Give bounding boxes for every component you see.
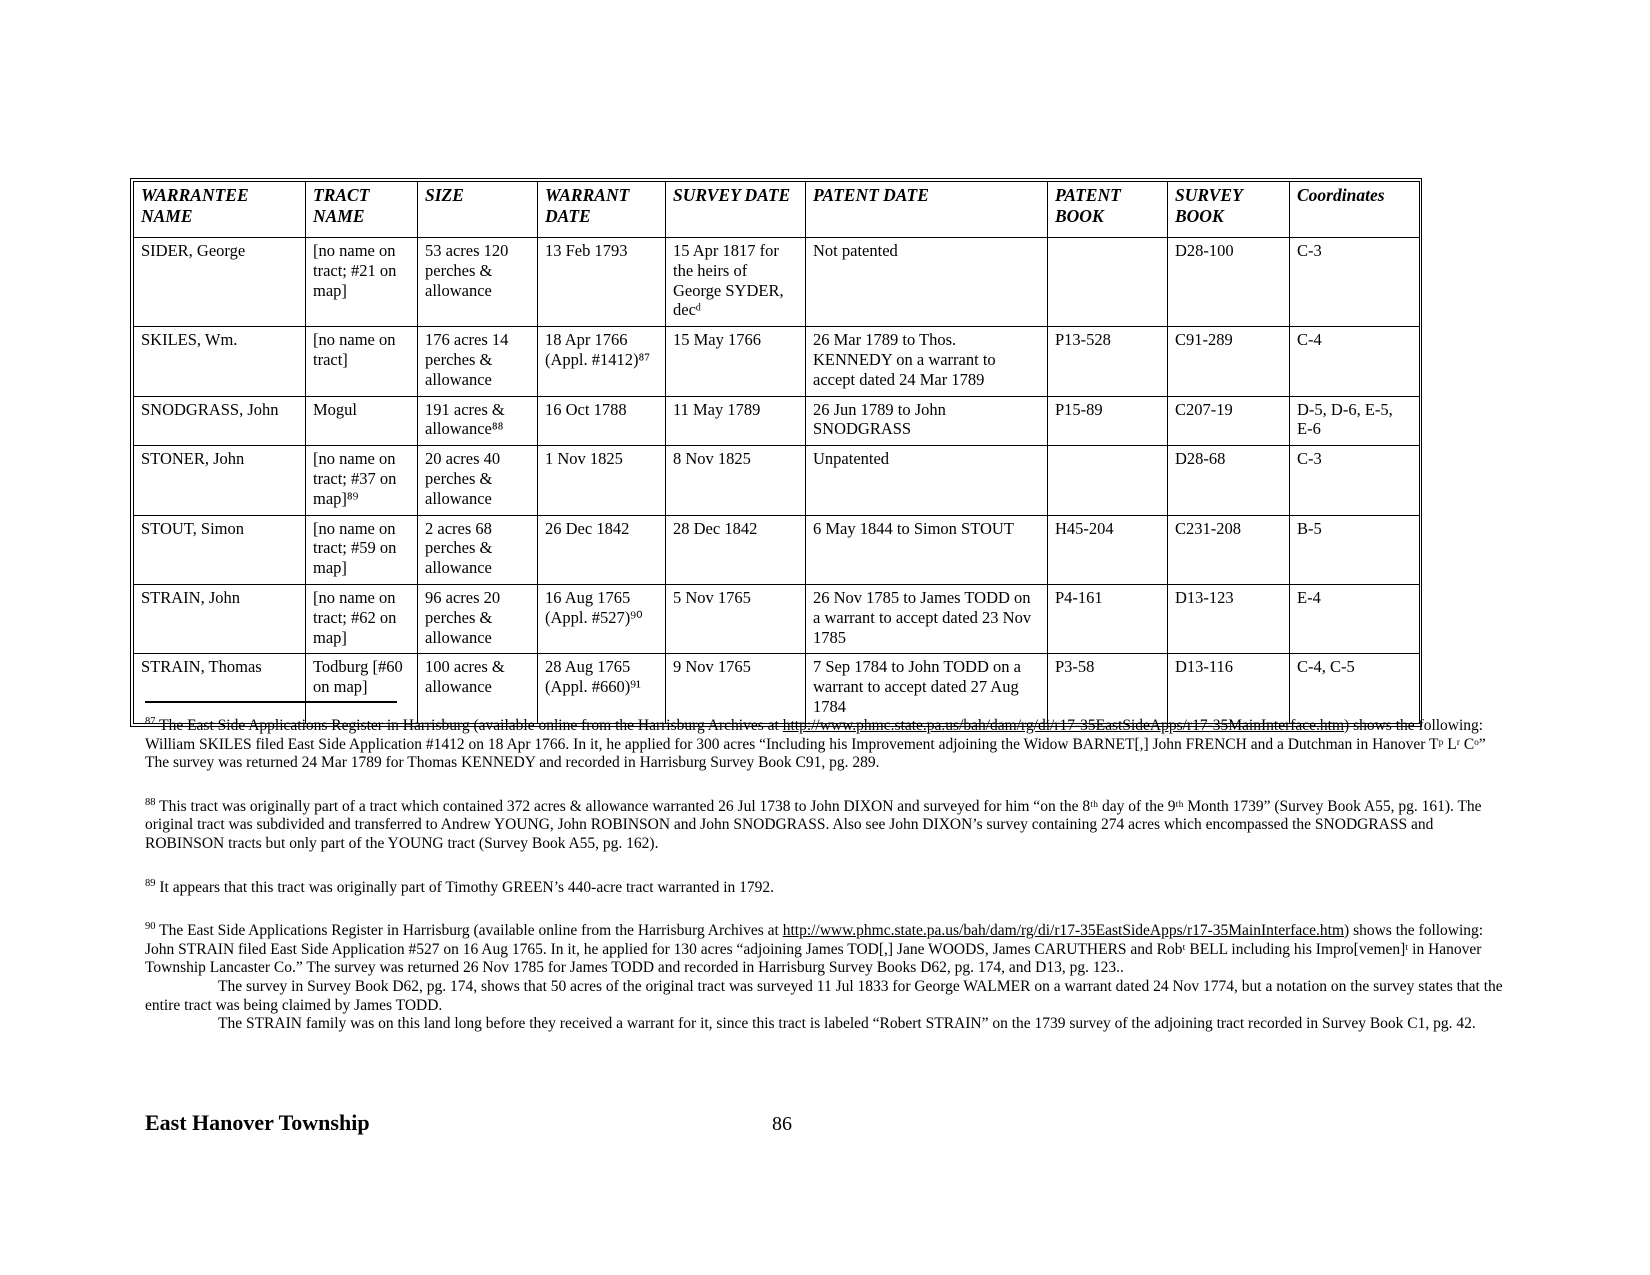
column-header: WARRANTEE NAME xyxy=(134,182,306,238)
table-cell: STOUT, Simon xyxy=(134,515,306,584)
table-cell: [no name on tract; #37 on map]⁸⁹ xyxy=(306,446,418,515)
table-row xyxy=(134,446,1420,515)
footnote-paragraph: $^{89}$ It appears that this tract was originally part of Timothy GREEN’s 440-acre tract warranted in 1792. xyxy=(145,877,775,896)
table-cell: 26 Dec 1842 xyxy=(538,515,666,584)
column-header: Coordinates xyxy=(1290,182,1420,238)
table-cell: C91-289 xyxy=(1168,327,1290,396)
footnote xyxy=(145,798,1511,854)
column-header: TRACT NAME xyxy=(306,182,418,238)
table-cell: 26 Mar 1789 to Thos. KENNEDY on a warrant to accept dated 24 Mar 1789 xyxy=(806,327,1048,396)
table-row xyxy=(134,515,1420,584)
footnote-number: 90 xyxy=(145,921,156,932)
table-cell: C231-208 xyxy=(1168,515,1290,584)
table-cell: P15-89 xyxy=(1048,396,1168,446)
footnote-paragraph: $^{90}$ The East Side Applications Register in Harrisburg (available online from the Harrisburg Archives at http://www.phmc.state.pa.us/bah/dam/rg/di/r17-35EastSideApps/r17-35MainInterface.htm) shows the following: John STRAIN filed East Side Application #527 on 16 Aug 1765. In it, he applied for 130 acres “adjoining James TOD[,] Jane WOODS, James CARUTHERS and Robᵗ BELL including his Impro[vemen]ᵗ in Hanover Township Lancaster Co.” The survey was returned 26 Nov 1785 for James TODD and recorded in Harrisburg Survey Books D62, pg. 174, and D13, pg. 123.. xyxy=(145,921,1484,977)
table-cell: Todburg [#60 on map] xyxy=(306,654,418,723)
footnote-number: 89 xyxy=(145,877,156,889)
table-cell: Not patented xyxy=(806,238,1048,327)
table-cell: 11 May 1789 xyxy=(666,396,806,446)
footnote-link[interactable]: http://www.phmc.state.pa.us/bah/dam/rg/di/r17-35EastSideApps/r17-35MainInterface.htm xyxy=(782,717,1345,734)
table-cell: 28 Dec 1842 xyxy=(666,515,806,584)
column-header: SURVEY BOOK xyxy=(1168,182,1290,238)
table-row xyxy=(134,327,1420,396)
table-cell: 9 Nov 1765 xyxy=(666,654,806,723)
table-cell: 28 Aug 1765 (Appl. #660)⁹¹ xyxy=(538,654,666,723)
footnote xyxy=(145,922,1511,1034)
page-number: 86 xyxy=(772,1113,792,1135)
footnote-paragraph: $^{88}$ This tract was originally part of a tract which contained 372 acres & allowance warranted 26 Jul 1738 to John DIXON and surveyed for him “on the 8ᵗʰ day of the 9ᵗʰ Month 1739” (Survey Book A55, pg. 161). The original tract was subdivided and transferred to Andrew YOUNG, John ROBINSON and John SNODGRASS. Also see John DIXON’s survey containing 274 acres which encompassed the SNODGRASS and ROBINSON tracts but only part of the YOUNG tract (Survey Book A55, pg. 162). xyxy=(145,796,1482,852)
table-cell: P3-58 xyxy=(1048,654,1168,723)
column-header: WARRANT DATE xyxy=(538,182,666,238)
table-cell: 15 May 1766 xyxy=(666,327,806,396)
table-cell: 191 acres & allowance⁸⁸ xyxy=(418,396,538,446)
table-cell: 20 acres 40 perches & allowance xyxy=(418,446,538,515)
table-cell: E-4 xyxy=(1290,584,1420,653)
table-cell: C-4, C-5 xyxy=(1290,654,1420,723)
table-row xyxy=(134,584,1420,653)
column-header: PATENT DATE xyxy=(806,182,1048,238)
footnote xyxy=(145,717,1511,773)
table-cell: 176 acres 14 perches & allowance xyxy=(418,327,538,396)
table-cell: 96 acres 20 perches & allowance xyxy=(418,584,538,653)
table-cell: SKILES, Wm. xyxy=(134,327,306,396)
table-cell xyxy=(1048,446,1168,515)
table-cell: 100 acres & allowance xyxy=(418,654,538,723)
table-cell: D28-68 xyxy=(1168,446,1290,515)
footnote-paragraph: The STRAIN family was on this land long before they received a warrant for it, since this tract is labeled “Robert STRAIN” on the 1739 survey of the adjoining tract recorded in Survey Book C1, pg. 42. xyxy=(218,1015,1476,1033)
table-cell: SNODGRASS, John xyxy=(134,396,306,446)
footnote-paragraph: $^{87}$ The East Side Applications Register in Harrisburg (available online from the Harrisburg Archives at http://www.phmc.state.pa.us/bah/dam/rg/di/r17-35EastSideApps/r17-35MainInterface.htm) shows the following: William SKILES filed East Side Application #1412 on 18 Apr 1766. In it, he applied for 300 acres “Including his Improvement adjoining the Widow BARNET[,] John FRENCH and a Dutchman in Hanover Tᵖ Lʳ Cᵒ” The survey was returned 24 Mar 1789 for Thomas KENNEDY and recorded in Harrisburg Survey Book C91, pg. 289. xyxy=(145,715,1486,772)
table-cell: C-4 xyxy=(1290,327,1420,396)
table-cell: STONER, John xyxy=(134,446,306,515)
footnote xyxy=(145,879,1511,898)
table-row xyxy=(134,396,1420,446)
table-cell: C207-19 xyxy=(1168,396,1290,446)
table-cell: STRAIN, Thomas xyxy=(134,654,306,723)
footer-township-title: East Hanover Township xyxy=(145,1110,370,1135)
table-cell: 26 Jun 1789 to John SNODGRASS xyxy=(806,396,1048,446)
column-header: PATENT BOOK xyxy=(1048,182,1168,238)
table-row xyxy=(134,238,1420,327)
table-cell: 16 Oct 1788 xyxy=(538,396,666,446)
table-cell: C-3 xyxy=(1290,238,1420,327)
table-cell: H45-204 xyxy=(1048,515,1168,584)
header-row xyxy=(134,182,1420,238)
column-header: SIZE xyxy=(418,182,538,238)
table-cell: 7 Sep 1784 to John TODD on a warrant to accept dated 27 Aug 1784 xyxy=(806,654,1048,723)
table-cell: 15 Apr 1817 for the heirs of George SYDER, decᵈ xyxy=(666,238,806,327)
table-cell: [no name on tract; #21 on map] xyxy=(306,238,418,327)
table-cell: D13-123 xyxy=(1168,584,1290,653)
column-header: SURVEY DATE xyxy=(666,182,806,238)
table-cell: 26 Nov 1785 to James TODD on a warrant to accept dated 23 Nov 1785 xyxy=(806,584,1048,653)
table-row xyxy=(134,654,1420,723)
table-cell: P4-161 xyxy=(1048,584,1168,653)
table-cell: D28-100 xyxy=(1168,238,1290,327)
table-cell: STRAIN, John xyxy=(134,584,306,653)
table-cell: 18 Apr 1766 (Appl. #1412)⁸⁷ xyxy=(538,327,666,396)
table-cell: 16 Aug 1765 (Appl. #527)⁹⁰ xyxy=(538,584,666,653)
footnote-link[interactable]: http://www.phmc.state.pa.us/bah/dam/rg/di/r17-35EastSideApps/r17-35MainInterface.htm xyxy=(782,922,1345,940)
table-cell: SIDER, George xyxy=(134,238,306,327)
table-cell: C-3 xyxy=(1290,446,1420,515)
table-cell: 2 acres 68 perches & allowance xyxy=(418,515,538,584)
footnote-separator xyxy=(145,701,397,703)
table-cell: D-5, D-6, E-5, E-6 xyxy=(1290,396,1420,446)
footnote-paragraph: The survey in Survey Book D62, pg. 174, shows that 50 acres of the original tract was surveyed 11 Jul 1833 for George WALMER on a warrant dated 24 Nov 1774, but a notation on the survey states that the entire tract was being claimed by James TODD. xyxy=(145,977,1503,1014)
table-cell: 13 Feb 1793 xyxy=(538,238,666,327)
footnotes xyxy=(145,717,1511,1059)
table-cell: [no name on tract; #62 on map] xyxy=(306,584,418,653)
footnote-number: 88 xyxy=(145,796,156,808)
table-cell: 1 Nov 1825 xyxy=(538,446,666,515)
table-cell xyxy=(1048,238,1168,327)
table-cell: Unpatented xyxy=(806,446,1048,515)
table-cell: 6 May 1844 to Simon STOUT xyxy=(806,515,1048,584)
table-cell: D13-116 xyxy=(1168,654,1290,723)
table-cell: 5 Nov 1765 xyxy=(666,584,806,653)
table-cell: P13-528 xyxy=(1048,327,1168,396)
footnote-number: 87 xyxy=(145,715,156,727)
warrantee-table-container xyxy=(130,178,1422,727)
table-cell: 8 Nov 1825 xyxy=(666,446,806,515)
table-cell: [no name on tract] xyxy=(306,327,418,396)
warrantee-table xyxy=(133,181,1420,724)
table-cell: [no name on tract; #59 on map] xyxy=(306,515,418,584)
table-cell: Mogul xyxy=(306,396,418,446)
table-cell: 53 acres 120 perches & allowance xyxy=(418,238,538,327)
table-cell: B-5 xyxy=(1290,515,1420,584)
